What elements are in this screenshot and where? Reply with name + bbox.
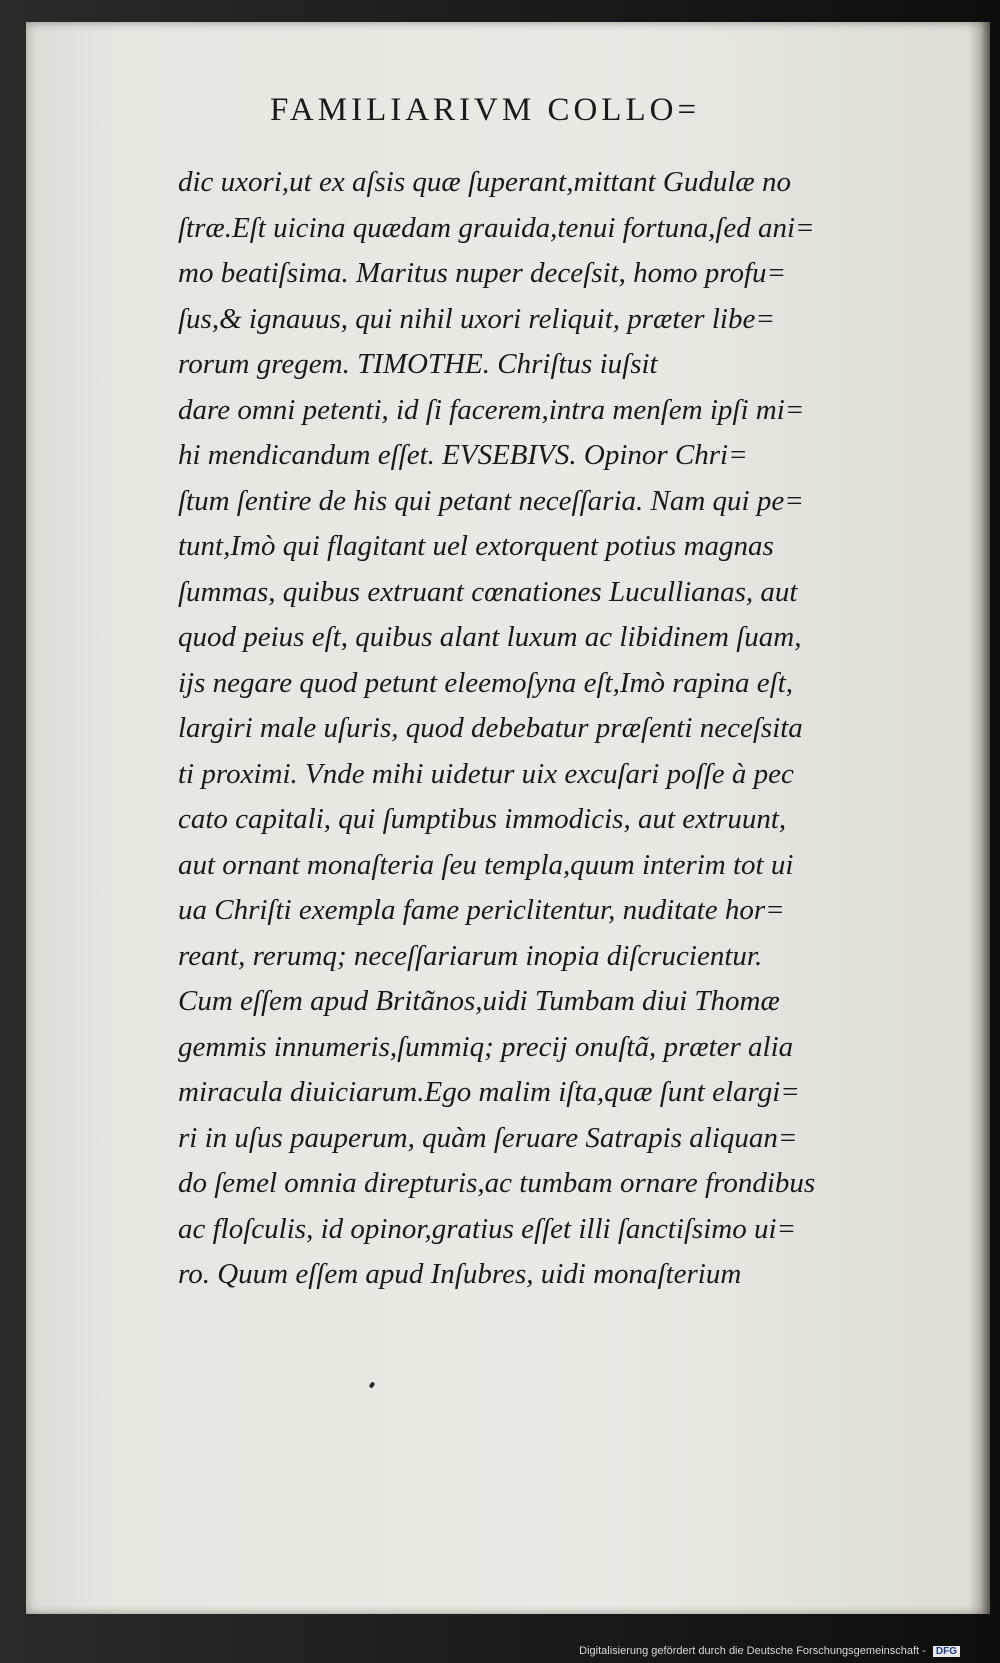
text-line: ſus,& ignauus, qui nihil uxori reliquit, præter libe= <box>178 302 775 335</box>
text-line: ſummas, quibus extruant cœnationes Lucullianas, aut <box>178 575 798 608</box>
text-line: ijs negare quod petunt eleemoſyna eſt,Imò rapina eſt, <box>178 666 794 699</box>
text-line: ſtum ſentire de his qui petant neceſſaria. Nam qui pe= <box>178 484 804 517</box>
digitization-footer <box>579 1645 960 1657</box>
text-line: gemmis innumeris,ſummiq; precij onuſtã, præter alia <box>178 1030 794 1063</box>
text-line: hi mendicandum eſſet. EVSEBIVS. Opinor Chri= <box>178 439 748 471</box>
text-line: ro. Quum eſſem apud Inſubres, uidi monaſterium <box>178 1258 742 1290</box>
text-line: ſtræ.Eſt uicina quædam grauida,tenui fortuna,ſed ani= <box>178 211 815 244</box>
text-line: ac floſculis, id opinor,gratius eſſet illi ſanctiſsimo ui= <box>178 1212 797 1245</box>
footer-text: Digitalisierung gefördert durch die Deutsche Forschungsgemeinschaft - <box>579 1645 926 1657</box>
text-line: do ſemel omnia direpturis,ac tumbam ornare frondibus <box>178 1167 816 1199</box>
text-line: ti proximi. Vnde mihi uidetur uix excuſari poſſe à pec <box>178 757 794 790</box>
text-line: mo beatiſsima. Maritus nuper deceſsit, homo profu= <box>178 257 787 289</box>
text-line: largiri male uſuris, quod debebatur præſenti neceſsita <box>178 712 803 744</box>
text-line: Cum eſſem apud Britãnos,uidi Tumbam diui Thomæ <box>178 985 780 1017</box>
text-line: reant, rerumq; neceſſariarum inopia diſcrucientur. <box>178 939 763 972</box>
text-line: tunt,Imò qui flagitant uel extorquent potius magnas <box>178 530 774 562</box>
body-text <box>178 160 950 1298</box>
text-line: dic uxori,ut ex aſsis quæ ſuperant,mittant Gudulæ no <box>178 166 792 198</box>
text-line: rorum gregem. TIMOTHE. Chriſtus iuſsit <box>178 348 658 380</box>
text-line: dare omni petenti, id ſi facerem,intra menſem ipſi mi= <box>178 393 805 426</box>
text-line: miracula diuiciarum.Ego malim iſta,quæ ſunt elargi= <box>178 1076 800 1108</box>
text-line: ua Chriſti exempla fame periclitentur, nuditate hor= <box>178 894 785 926</box>
text-line: aut ornant monaſteria ſeu templa,quum interim tot ui <box>178 848 794 881</box>
text-line: cato capitali, qui ſumptibus immodicis, aut extruunt, <box>178 803 787 835</box>
text-line: quod peius eſt, quibus alant luxum ac libidinem ſuam, <box>178 621 802 653</box>
text-line: ri in uſus pauperum, quàm ſeruare Satrapis aliquan= <box>178 1121 798 1154</box>
running-header: FAMILIARIVM COLLO= <box>270 92 701 128</box>
page-edge-shadow <box>968 22 990 1614</box>
dfg-logo: DFG <box>933 1646 960 1657</box>
